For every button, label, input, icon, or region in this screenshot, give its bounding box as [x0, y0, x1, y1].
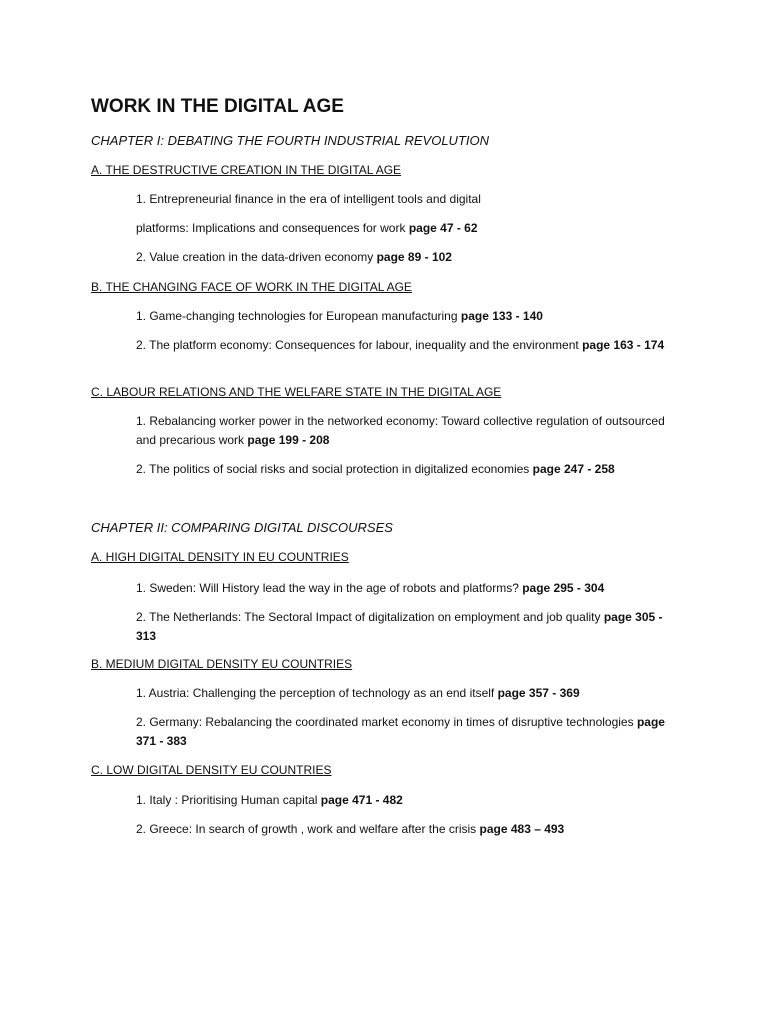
toc-page-ref: page 89 - 102 [376, 250, 452, 264]
toc-entry-text: 1. Game-changing technologies for European manufacturing [136, 309, 458, 323]
toc-entry [136, 791, 676, 810]
toc-entry-text: 1. Sweden: Will History lead the way in the age of robots and platforms? [136, 581, 519, 595]
toc-page-ref: page 47 - 62 [408, 221, 478, 235]
section-heading: A. THE DESTRUCTIVE CREATION IN THE DIGITAL AGE [91, 163, 402, 177]
toc-entry [136, 307, 676, 326]
toc-entry [136, 713, 676, 751]
toc-page-ref: page 305 - 313 [136, 610, 663, 643]
section-heading: B. THE CHANGING FACE OF WORK IN THE DIGITAL AGE [91, 280, 412, 294]
toc-entry [136, 608, 676, 646]
toc-page-ref: page 371 - 383 [136, 715, 665, 748]
toc-entry [136, 248, 676, 267]
toc-entry [136, 190, 676, 209]
toc-entry [136, 684, 676, 703]
section-heading: C. LABOUR RELATIONS AND THE WELFARE STATE IN THE DIGITAL AGE [91, 385, 502, 399]
toc-entry-text: platforms: Implications and consequences for work [136, 221, 406, 235]
toc-entry [136, 219, 676, 238]
document-title: WORK IN THE DIGITAL AGE [91, 96, 344, 117]
toc-entry [136, 336, 676, 355]
toc-page-ref: page 483 – 493 [479, 822, 565, 836]
toc-page-ref: page 133 - 140 [460, 309, 543, 323]
section-heading: A. HIGH DIGITAL DENSITY IN EU COUNTRIES [91, 550, 349, 564]
toc-entry-text: 2. Germany: Rebalancing the coordinated market economy in times of disruptive technologies [136, 715, 634, 729]
toc-entry [136, 820, 676, 839]
toc-entry [136, 412, 676, 450]
toc-entry [136, 460, 676, 479]
toc-entry-text: 2. Value creation in the data-driven economy [136, 250, 377, 264]
section-heading: B. MEDIUM DIGITAL DENSITY EU COUNTRIES [91, 657, 353, 671]
chapter-heading: CHAPTER I: DEBATING THE FOURTH INDUSTRIAL REVOLUTION [91, 133, 489, 148]
toc-entry-text: 1. Austria: Challenging the perception of technology as an end itself [136, 686, 495, 700]
toc-page-ref: page 163 - 174 [582, 338, 665, 352]
toc-entry-text: 2. The platform economy: Consequences for labour, inequality and the environment [136, 338, 579, 352]
toc-entry-text: 2. The Netherlands: The Sectoral Impact of digitalization on employment and job quality [136, 610, 601, 624]
toc-page-ref: page 247 - 258 [532, 462, 615, 476]
toc-page-ref: page 357 - 369 [497, 686, 580, 700]
toc-entry-text: 1. Italy : Prioritising Human capital [136, 793, 318, 807]
toc-page-ref: page 471 - 482 [320, 793, 403, 807]
toc-entry [136, 579, 676, 598]
toc-entry-text: 1. Rebalancing worker power in the networked economy: Toward collective regulation of outsourced and precarious work [136, 414, 665, 447]
toc-entry-text: 2. The politics of social risks and social protection in digitalized economies [136, 462, 530, 476]
section-heading: C. LOW DIGITAL DENSITY EU COUNTRIES [91, 763, 332, 777]
chapter-heading: CHAPTER II: COMPARING DIGITAL DISCOURSES [91, 520, 393, 535]
toc-entry-text: 1. Entrepreneurial finance in the era of intelligent tools and digital [136, 192, 481, 206]
toc-page-ref: page 199 - 208 [247, 433, 330, 447]
toc-entry-text: 2. Greece: In search of growth , work and welfare after the crisis [136, 822, 477, 836]
toc-page-ref: page 295 - 304 [522, 581, 605, 595]
